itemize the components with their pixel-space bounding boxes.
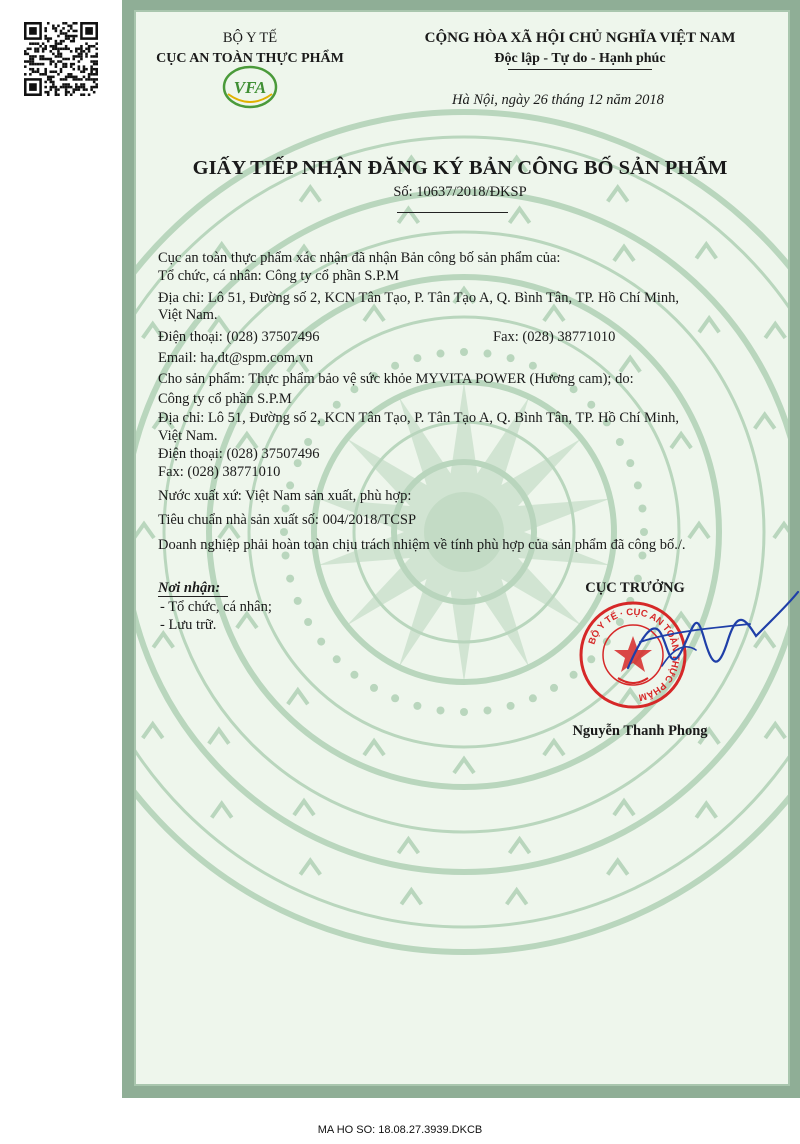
title-underline <box>397 212 508 213</box>
maker-address-line-2: Việt Nam. <box>158 428 218 444</box>
ministry-name: BỘ Y TẾ <box>222 30 278 46</box>
document-number: Số: 10637/2018/ĐKSP <box>393 184 527 200</box>
responsibility-line: Doanh nghiệp phải hoàn toàn chịu trách nhiệm về tính phù hợp của sản phẩm đã công bố./. <box>158 537 686 553</box>
origin-line: Nước xuất xứ: Việt Nam sản xuất, phù hợp: <box>158 488 412 504</box>
vfa-logo-icon <box>222 64 278 110</box>
recipient-item: - Lưu trữ. <box>160 617 217 633</box>
svg-text:BỘ Y TẾ · CỤC AN TOÀN THỰC PHẨ: BỘ Y TẾ · CỤC AN TOÀN THỰC PHẨM <box>586 606 682 703</box>
org-phone: Điện thoại: (028) 37507496 <box>158 329 320 345</box>
recipients-heading: Nơi nhận: <box>158 580 221 596</box>
department-name: CỤC AN TOÀN THỰC PHẨM <box>156 51 344 66</box>
place-and-date: Hà Nội, ngày 26 tháng 12 năm 2018 <box>452 92 664 108</box>
maker-phone: Điện thoại: (028) 37507496 <box>158 446 320 462</box>
document-title: GIẤY TIẾP NHẬN ĐĂNG KÝ BẢN CÔNG BỐ SẢN PHẨM <box>192 157 728 179</box>
org-email: Email: ha.dt@spm.com.vn <box>158 350 314 366</box>
standard-line: Tiêu chuẩn nhà sản xuất số: 004/2018/TCSP <box>158 512 417 528</box>
recipient-item: - Tổ chức, cá nhân; <box>160 599 272 615</box>
intro-line: Cục an toàn thực phẩm xác nhận đã nhận Bản công bố sản phẩm của: <box>158 250 561 266</box>
qr-code <box>22 22 100 96</box>
signer-role: CỤC TRƯỞNG <box>585 580 685 596</box>
country-name: CỘNG HÒA XÃ HỘI CHỦ NGHĨA VIỆT NAM <box>424 30 736 46</box>
maker-address-line-1: Địa chỉ: Lô 51, Đường số 2, KCN Tân Tạo, P. Tân Tạo A, Q. Bình Tân, TP. Hồ Chí Minh, <box>158 410 680 426</box>
org-fax: Fax: (028) 38771010 <box>493 329 616 345</box>
national-motto: Độc lập - Tự do - Hạnh phúc <box>494 51 666 66</box>
qr-code-icon <box>22 22 100 96</box>
motto-underline <box>508 69 652 70</box>
signer-name: Nguyễn Thanh Phong <box>572 723 708 739</box>
handwritten-signature-icon <box>600 580 800 690</box>
org-address-line-1: Địa chỉ: Lô 51, Đường số 2, KCN Tân Tạo, P. Tân Tạo A, Q. Bình Tân, TP. Hồ Chí Minh, <box>158 290 680 306</box>
org-address-line-2: Việt Nam. <box>158 307 218 323</box>
maker-line: Công ty cổ phần S.P.M <box>158 391 292 407</box>
organization-line: Tổ chức, cá nhân: Công ty cổ phần S.P.M <box>158 268 400 284</box>
product-line: Cho sản phẩm: Thực phẩm bảo vệ sức khỏe MYVITA POWER (Hương cam); do: <box>158 371 634 387</box>
recipients-underline <box>158 596 228 597</box>
record-code: MA HO SO: 18.08.27.3939.DKCB <box>317 1124 483 1136</box>
svg-text:VFA: VFA <box>233 78 267 97</box>
maker-fax: Fax: (028) 38771010 <box>158 464 281 480</box>
